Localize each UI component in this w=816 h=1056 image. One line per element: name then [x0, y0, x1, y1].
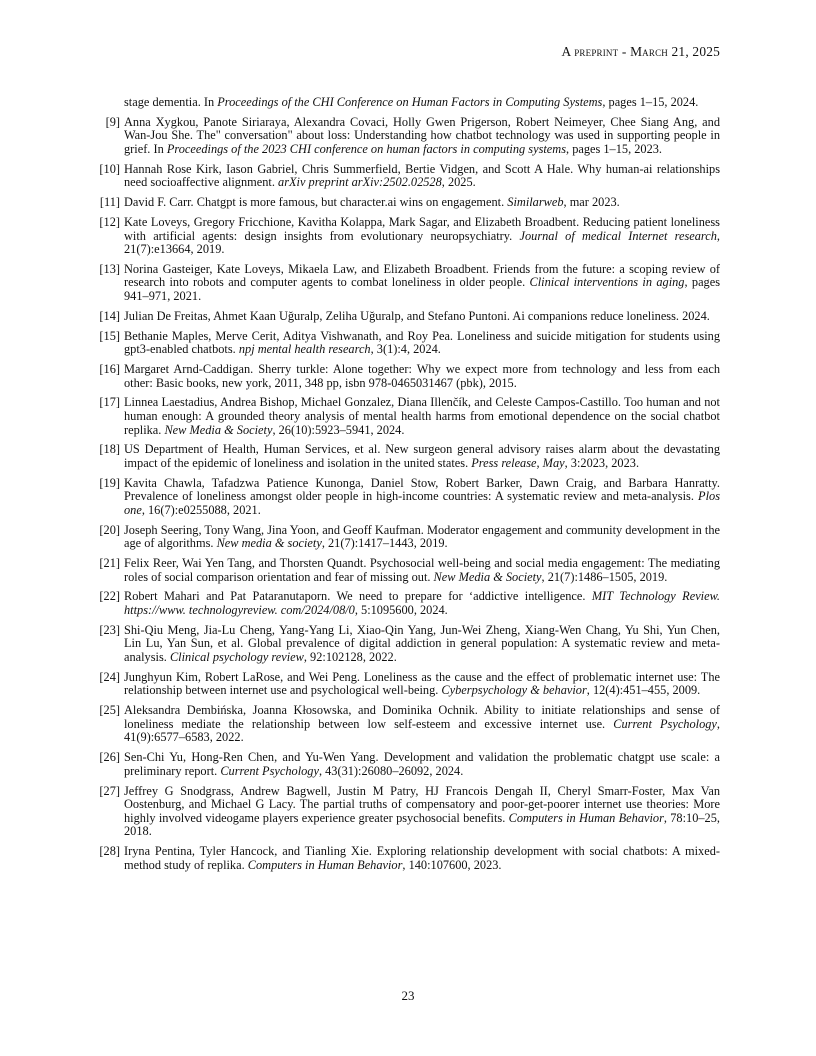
reference-details: , 21(7):e13664, 2019.	[124, 228, 720, 257]
reference-entry	[96, 477, 720, 518]
reference-text: Linnea Laestadius, Andrea Bishop, Michael Gonzalez, Diana Illenčík, and Celeste Campos-Castillo. Too human and not human enough: A grounded theory analysis of mental health harms from emotional dependence on the social chatbot replika.	[124, 395, 720, 437]
reference-number: [20]	[99, 522, 120, 537]
reference-entry	[96, 363, 720, 390]
reference-list	[96, 96, 720, 878]
reference-text: Julian De Freitas, Ahmet Kaan Uğuralp, Zeliha Uğuralp, and Stefano Puntoni. Ai companions reduce loneliness. 2024.	[124, 308, 710, 323]
reference-text: Junghyun Kim, Robert LaRose, and Wei Peng. Loneliness as the cause and the effect of problematic internet use: The relationship between internet use and psychological well-being.	[124, 669, 720, 698]
reference-details: , 21(7):1417–1443, 2019.	[321, 536, 448, 551]
reference-venue: Similarweb	[507, 195, 564, 210]
reference-number: [16]	[99, 362, 120, 376]
reference-venue: Journal of medical Internet research	[519, 228, 717, 243]
reference-entry	[96, 310, 720, 324]
reference-number: [15]	[99, 328, 120, 343]
reference-venue: Clinical interventions in aging	[529, 275, 685, 290]
reference-details: , 3:2023, 2023.	[564, 455, 640, 470]
running-header: A preprint - March 21, 2025	[561, 44, 720, 59]
reference-details: , 26(10):5923–5941, 2024.	[272, 422, 405, 437]
reference-details: , 12(4):451–455, 2009.	[586, 683, 701, 698]
reference-entry	[96, 524, 720, 551]
reference-entry	[96, 263, 720, 304]
reference-text: Bethanie Maples, Merve Cerit, Aditya Vishwanath, and Roy Pea. Loneliness and suicide mitigation for students using gpt3-enabled chatbots.	[124, 328, 720, 357]
reference-number: [17]	[99, 395, 120, 410]
reference-number: [13]	[99, 261, 120, 276]
reference-text: Kate Loveys, Gregory Fricchione, Kavitha Kolappa, Mark Sagar, and Elizabeth Broadbent. Reducing patient loneliness with artificial agents: design insights from evolutionary neuropsychiatry.	[124, 214, 720, 243]
reference-text: Joseph Seering, Tony Wang, Jina Yoon, and Geoff Kaufman. Moderator engagement and community development in the age of algorithms.	[124, 522, 720, 551]
reference-number: [12]	[99, 214, 120, 229]
reference-entry	[96, 557, 720, 584]
reference-venue: Proceedings of the CHI Conference on Human Factors in Computing Systems	[217, 95, 603, 109]
reference-number: [28]	[99, 844, 120, 859]
reference-details: , mar 2023.	[563, 195, 620, 210]
reference-entry	[96, 590, 720, 617]
reference-details: , 5:1095600, 2024.	[354, 603, 448, 618]
reference-venue: Current Psychology	[220, 763, 319, 778]
reference-details: , pages 941–971, 2021.	[124, 275, 721, 304]
reference-text: stage dementia. In	[124, 95, 218, 109]
reference-entry	[96, 163, 720, 190]
reference-text: Robert Mahari and Pat Pataranutaporn. We need to prepare for ‘addictive intelligence.	[124, 589, 592, 604]
reference-text: Margaret Arnd-Caddigan. Sherry turkle: Alone together: Why we expect more from technology and less from each other: Basic books, new york, 2011, 348 pp, isbn 978-0465031467 (pbk), 2015.	[124, 362, 720, 390]
reference-venue: Proceedings of the 2023 CHI conference on human factors in computing systems	[166, 141, 567, 156]
reference-entry	[96, 116, 720, 157]
reference-details: , 43(31):26080–26092, 2024.	[318, 763, 464, 778]
reference-entry	[96, 196, 720, 210]
reference-text: Sen-Chi Yu, Hong-Ren Chen, and Yu-Wen Yang. Development and validation the problematic chatgpt use scale: a preliminary report.	[124, 750, 720, 778]
reference-number: [18]	[99, 442, 120, 457]
reference-number: [23]	[99, 622, 120, 637]
reference-venue: npj mental health research	[238, 342, 371, 357]
reference-entry	[96, 785, 720, 839]
reference-entry	[96, 751, 720, 778]
reference-text: Norina Gasteiger, Kate Loveys, Mikaela Law, and Elizabeth Broadbent. Friends from the future: a scoping review of research into robots and computer agents to combat loneliness in older people.	[124, 261, 720, 290]
reference-details: , 78:10–25, 2018.	[124, 810, 720, 839]
reference-text: Jeffrey G Snodgrass, Andrew Bagwell, Justin M Patry, HJ Francois Dengah II, Cheryl Smarr-Foster, Max Van Oostenburg, and Michael G Lacy. The partial truths of compensatory and poor-get-poorer internet use theories: More highly involved videogame players experience greater psychosocial benefits.	[124, 783, 720, 825]
reference-entry	[96, 443, 720, 470]
reference-text: Felix Reer, Wai Yen Tang, and Thorsten Quandt. Psychosocial well-being and social media engagement: The mediating roles of social comparison orientation and fear of missing out.	[124, 556, 720, 584]
reference-entry	[96, 216, 720, 257]
reference-entry	[96, 624, 720, 665]
reference-text: Shi-Qiu Meng, Jia-Lu Cheng, Yang-Yang Li, Xiao-Qin Yang, Jun-Wei Zheng, Xiang-Wen Chang, Yu Shi, Yun Chen, Lin Lu, Yan Sun, et al. Global prevalence of digital addiction in general population: A systematic review and meta-analysis.	[124, 622, 720, 664]
reference-venue: New media & society	[216, 536, 322, 551]
reference-venue: New Media & Society	[164, 422, 273, 437]
reference-venue: Press release, May	[471, 455, 565, 470]
reference-entry	[96, 396, 720, 437]
reference-details: , 140:107600, 2023.	[402, 857, 502, 872]
reference-venue: Computers in Human Behavior	[508, 810, 664, 825]
reference-venue: Clinical psychology review	[169, 650, 304, 664]
reference-entry	[96, 330, 720, 357]
reference-details: , 41(9):6577–6583, 2022.	[124, 716, 720, 745]
reference-details: , pages 1–15, 2024.	[602, 95, 699, 109]
reference-number: [22]	[99, 589, 120, 604]
reference-number: [27]	[99, 783, 120, 798]
reference-entry	[96, 704, 720, 745]
reference-text: Hannah Rose Kirk, Iason Gabriel, Chris Summerfield, Bertie Vidgen, and Scott A Hale. Why human-ai relationships need socioaffective alignment.	[124, 161, 720, 190]
reference-venue: Computers in Human Behavior	[247, 857, 403, 872]
reference-venue: Cyberpsychology & behavior	[441, 683, 587, 698]
reference-venue: MIT Technology Review. https://www. technologyreview. com/2024/08/0	[124, 589, 720, 618]
reference-number: [25]	[99, 703, 120, 718]
reference-details: , 92:102128, 2022.	[303, 650, 397, 664]
reference-venue: New Media & Society	[433, 569, 542, 584]
reference-number: [11]	[99, 195, 120, 210]
reference-details: , 21(7):1486–1505, 2019.	[541, 569, 668, 584]
reference-venue: arXiv preprint arXiv:2502.02528	[278, 175, 442, 190]
reference-number: [26]	[99, 750, 120, 765]
reference-entry	[96, 845, 720, 872]
reference-details: , 3(1):4, 2024.	[370, 342, 441, 357]
reference-number: [19]	[99, 475, 120, 490]
reference-venue: Plos one	[124, 489, 720, 517]
reference-number: [9]	[105, 114, 120, 129]
reference-text: Iryna Pentina, Tyler Hancock, and Tianling Xie. Exploring relationship development with social chatbots: A mixed-method study of replika.	[124, 844, 720, 872]
reference-text: US Department of Health, Human Services, et al. New surgeon general advisory raises alarm about the devastating impact of the epidemic of loneliness and isolation in the united states.	[124, 442, 720, 470]
reference-details: , 2025.	[441, 175, 476, 190]
reference-details: , 16(7):e0255088, 2021.	[141, 502, 261, 517]
page-number: 23	[401, 988, 415, 1003]
reference-text: David F. Carr. Chatgpt is more famous, but character.ai wins on engagement.	[124, 195, 508, 210]
reference-text: Aleksandra Dembińska, Joanna Kłosowska, and Dominika Ochnik. Ability to initiate relationships and sense of loneliness mediate the relationship between low self-esteem and excessive internet use.	[124, 703, 720, 731]
reference-number: [24]	[99, 669, 120, 684]
reference-entry	[96, 671, 720, 698]
reference-entry	[96, 96, 720, 110]
reference-text: Anna Xygkou, Panote Siriaraya, Alexandra Covaci, Holly Gwen Prigerson, Robert Neimeyer, Chee Siang Ang, and Wan-Jou She. The" conversation" about loss: Understanding how chatbot technology was used in supporting people in grief. In	[124, 114, 720, 156]
reference-number: [14]	[99, 308, 120, 323]
reference-details: , pages 1–15, 2023.	[566, 141, 663, 156]
reference-number: [21]	[99, 556, 120, 571]
reference-venue: Current Psychology	[613, 716, 717, 731]
reference-number: [10]	[99, 161, 120, 176]
reference-text: Kavita Chawla, Tafadzwa Patience Kunonga, Daniel Stow, Robert Barker, Dawn Craig, and Barbara Hanratty. Prevalence of loneliness amongst older people in high-income countries: A systematic review and meta-analysis.	[124, 475, 720, 504]
